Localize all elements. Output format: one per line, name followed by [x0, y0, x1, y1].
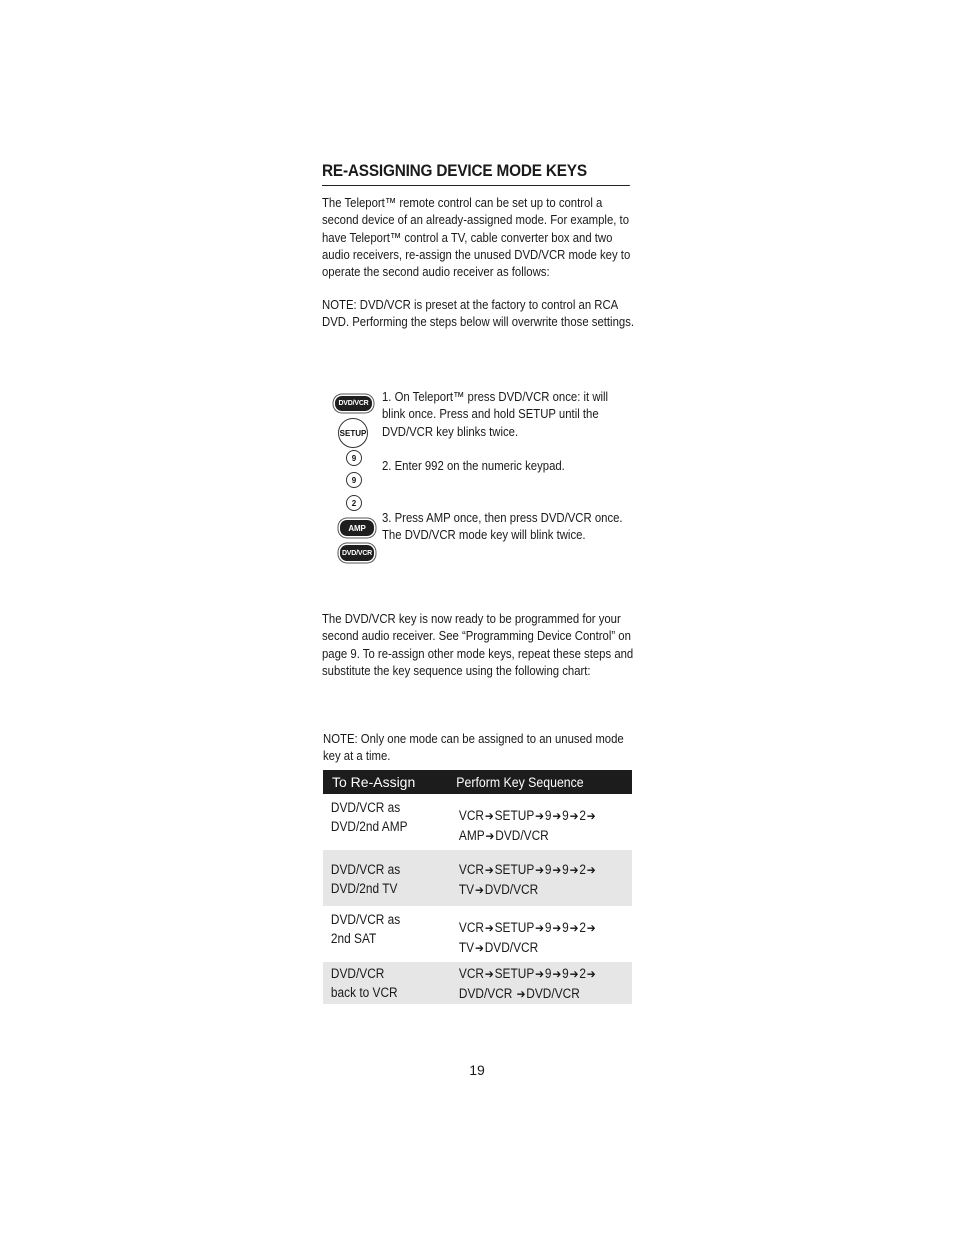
two-key-icon: 2	[346, 495, 362, 511]
table-row	[323, 794, 632, 850]
reassign-cell	[323, 850, 451, 906]
sequence-key: 9	[562, 920, 569, 935]
section-title: RE-ASSIGNING DEVICE MODE KEYS	[322, 162, 630, 186]
sequence-key: SETUP	[494, 808, 535, 823]
sequence-key: 9	[562, 862, 569, 877]
sequence-key: SETUP	[494, 966, 535, 981]
sequence-key: DVD/VCR	[484, 940, 539, 955]
sequence-cell	[451, 850, 632, 906]
arrow-right-icon: ➔	[484, 809, 494, 823]
page-number: 19	[469, 1062, 485, 1078]
table-row	[323, 962, 632, 1004]
sequence-line	[459, 880, 610, 900]
sequence-line	[459, 806, 610, 826]
arrow-right-icon: ➔	[484, 863, 494, 877]
arrow-right-icon: ➔	[552, 809, 562, 823]
amp-key-icon: AMP	[340, 520, 374, 536]
table-row	[323, 906, 632, 962]
sequence-key: DVD/VCR	[458, 986, 516, 1001]
reassign-text: 2nd SAT	[330, 931, 377, 946]
reassign-text: back to VCR	[330, 985, 398, 1000]
step-1: 1. On Teleport™ press DVD/VCR once: it will blink once. Press and hold SETUP until the DVD/VCR key blinks twice.	[382, 389, 609, 439]
one-mode-note: NOTE: Only one mode can be assigned to an unused mode key at a time.	[323, 731, 624, 764]
sequence-key: 2	[579, 920, 586, 935]
reassign-text: DVD/VCR as	[330, 862, 401, 877]
reassign-text: DVD/2nd TV	[330, 881, 398, 896]
sequence-key: 2	[579, 862, 586, 877]
sequence-line	[459, 918, 610, 938]
after-paragraph-block	[322, 610, 634, 679]
arrow-right-icon: ➔	[484, 967, 494, 981]
arrow-right-icon: ➔	[535, 863, 544, 877]
arrow-right-icon: ➔	[586, 921, 596, 935]
after-paragraph: The DVD/VCR key is now ready to be programmed for your second audio receiver. See “Programming Device Control” on page 9. To re-assign other mode keys, repeat these steps and substitute the key sequence using the following chart:	[322, 611, 634, 678]
chart-header-sequence: Perform Key Sequence	[456, 774, 584, 790]
sequence-key: 2	[579, 808, 586, 823]
reassign-text: DVD/VCR as	[330, 912, 401, 927]
reassign-cell	[323, 906, 451, 962]
arrow-right-icon: ➔	[516, 987, 526, 1001]
chart-body	[323, 794, 632, 1004]
intro-paragraph: The Teleport™ remote control can be set up to control a second device of an already-assigned mode. For example, to have Teleport™ control a TV, cable converter box and two audio receivers, re-assign the unused DVD/VCR mode key to operate the second audio receiver as follows:	[322, 195, 631, 280]
sequence-key: VCR	[458, 966, 485, 981]
reassign-text: DVD/2nd AMP	[330, 819, 408, 834]
arrow-right-icon: ➔	[485, 829, 495, 843]
table-row	[323, 850, 632, 906]
arrow-right-icon: ➔	[569, 967, 579, 981]
arrow-right-icon: ➔	[569, 809, 579, 823]
sequence-key: VCR	[458, 862, 485, 877]
setup-key-icon: SETUP	[338, 418, 368, 448]
reassign-text: DVD/VCR	[330, 966, 385, 981]
arrow-right-icon: ➔	[535, 967, 544, 981]
step-3: 3. Press AMP once, then press DVD/VCR once. The DVD/VCR mode key will blink twice.	[382, 510, 623, 543]
arrow-right-icon: ➔	[552, 863, 562, 877]
sequence-key: VCR	[458, 920, 485, 935]
sequence-key: TV	[458, 882, 475, 897]
factory-note: NOTE: DVD/VCR is preset at the factory to control an RCA DVD. Performing the steps below will overwrite those settings.	[322, 297, 635, 330]
sequence-line	[459, 964, 610, 984]
nine-key-icon: 9	[346, 472, 362, 488]
one-mode-note-block	[323, 730, 635, 765]
sequence-line	[459, 860, 610, 880]
arrow-right-icon: ➔	[535, 809, 544, 823]
sequence-key: SETUP	[494, 862, 535, 877]
sequence-key: 9	[562, 808, 569, 823]
reassign-cell	[323, 962, 451, 1004]
sequence-key: VCR	[458, 808, 485, 823]
sequence-key: 9	[544, 920, 552, 935]
sequence-key: DVD/VCR	[484, 882, 539, 897]
sequence-key: 2	[579, 966, 586, 981]
chart-header-cell	[323, 770, 451, 794]
intro-paragraph-block	[322, 194, 634, 280]
arrow-right-icon: ➔	[535, 921, 544, 935]
arrow-right-icon: ➔	[586, 967, 596, 981]
reassign-cell	[323, 794, 451, 850]
chart-header-cell	[451, 770, 632, 794]
arrow-right-icon: ➔	[474, 883, 484, 897]
arrow-right-icon: ➔	[586, 809, 596, 823]
sequence-key: TV	[458, 940, 475, 955]
sequence-cell	[451, 962, 632, 1004]
nine-key-icon: 9	[346, 450, 362, 466]
dvd-vcr-key-icon: DVD/VCR	[340, 545, 374, 561]
arrow-right-icon: ➔	[474, 941, 484, 955]
sequence-cell	[451, 906, 632, 962]
sequence-key: DVD/VCR	[526, 986, 580, 1001]
arrow-right-icon: ➔	[484, 921, 494, 935]
sequence-key: AMP	[458, 828, 485, 843]
dvd-vcr-key-icon: DVD/VCR	[335, 396, 372, 411]
sequence-line	[459, 938, 610, 958]
sequence-key: 9	[544, 966, 552, 981]
sequence-key: SETUP	[494, 920, 535, 935]
sequence-line	[459, 984, 610, 1004]
reassign-chart	[323, 770, 632, 1004]
arrow-right-icon: ➔	[552, 921, 562, 935]
sequence-cell	[451, 794, 632, 850]
arrow-right-icon: ➔	[569, 863, 579, 877]
step-2: 2. Enter 992 on the numeric keypad.	[382, 458, 565, 473]
factory-note-block	[322, 296, 634, 331]
arrow-right-icon: ➔	[552, 967, 562, 981]
sequence-line	[459, 826, 610, 846]
arrow-right-icon: ➔	[569, 921, 579, 935]
chart-header-row	[323, 770, 632, 794]
sequence-key: 9	[544, 808, 552, 823]
reassign-text: DVD/VCR as	[330, 800, 401, 815]
arrow-right-icon: ➔	[586, 863, 596, 877]
sequence-key: DVD/VCR	[495, 828, 549, 843]
sequence-key: 9	[562, 966, 569, 981]
sequence-key: 9	[544, 862, 552, 877]
chart-header-reassign: To Re-Assign	[332, 774, 416, 790]
